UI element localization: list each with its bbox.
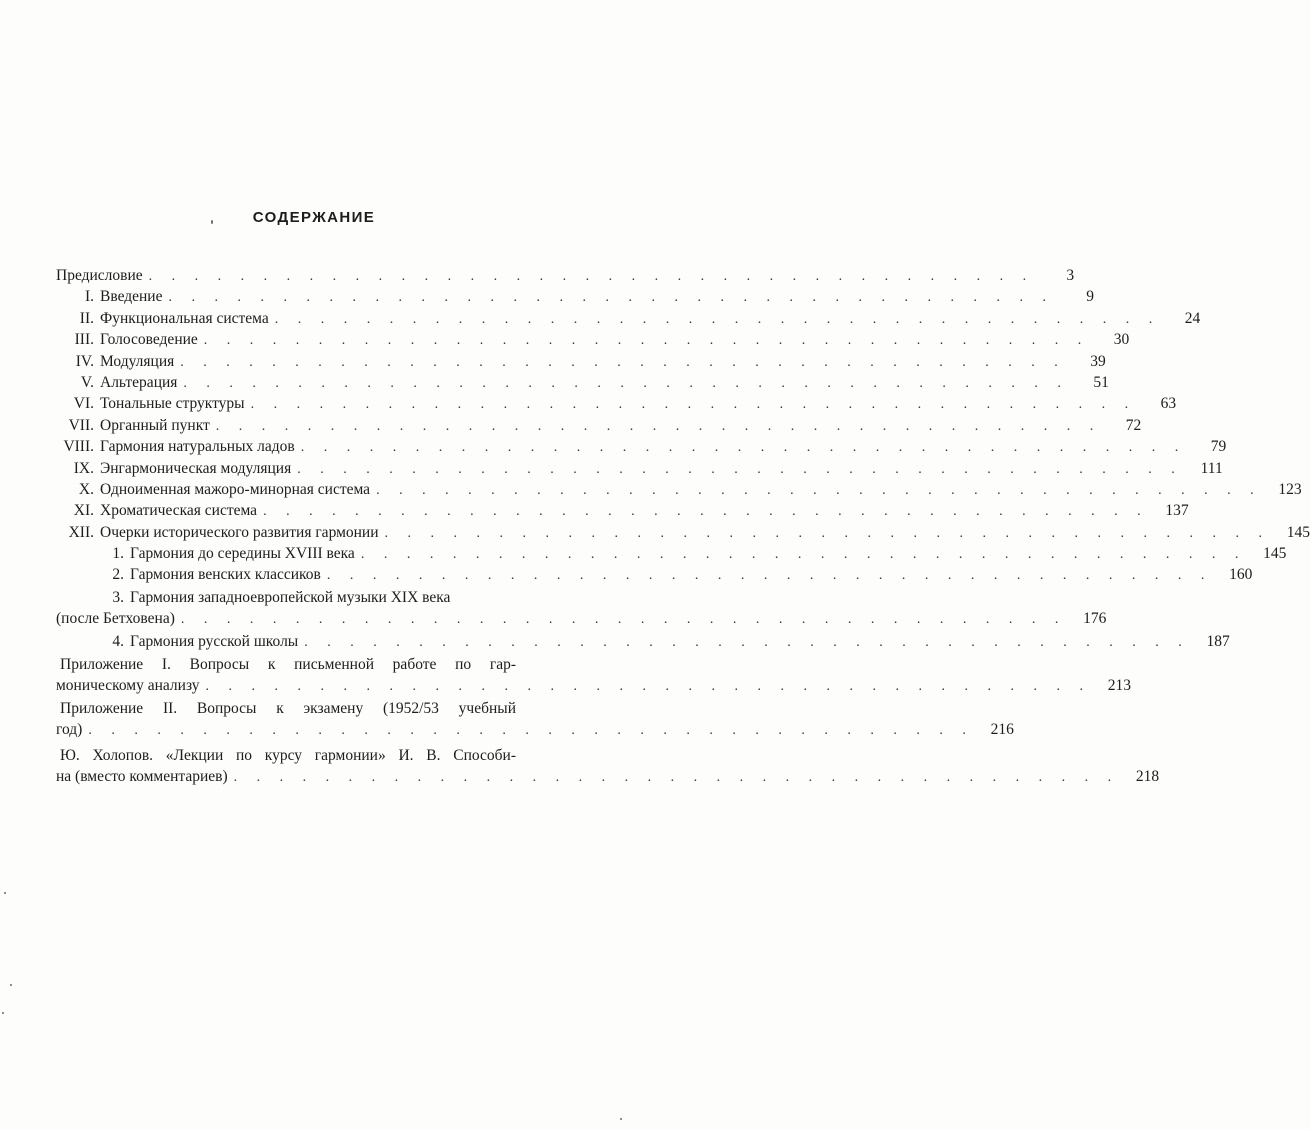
- dot-leader: . . . . . . . . . . . . . . . . . . . . . . . . . . . . . . . . . . . . . . .: [384, 525, 1271, 541]
- toc-entry-number: I.: [84, 288, 94, 306]
- page-title: СОДЕРЖАНИЕ: [252, 209, 376, 226]
- toc-entry-number: 3.: [112, 588, 124, 606]
- toc-entry[interactable]: [56, 479, 1302, 500]
- toc-entry[interactable]: [56, 351, 1106, 372]
- toc-entry-label: Предисловие: [56, 267, 143, 284]
- toc-entry-number: XI.: [73, 502, 94, 520]
- dot-leader: . . . . . . . . . . . . . . . . . . . . . . . . . . . . . . . . . . . . . . .: [300, 440, 1187, 456]
- toc-entry-page: 51: [1093, 373, 1109, 391]
- toc-entry-page: 30: [1113, 331, 1130, 349]
- toc-entry-page: 218: [1135, 767, 1160, 785]
- toc-entry[interactable]: [56, 308, 1201, 329]
- toc-entry[interactable]: [56, 415, 1142, 436]
- toc-entry-label: Модуляция: [100, 352, 175, 370]
- table-of-contents: [56, 265, 1310, 788]
- dot-leader: . . . . . . . . . . . . . . . . . . . . . . . . . . . . . . . . . . . . . . .: [205, 679, 1091, 695]
- toc-entry-page: 3: [1066, 267, 1075, 284]
- toc-entry[interactable]: [56, 393, 1177, 414]
- toc-entry-preface[interactable]: [56, 265, 1075, 286]
- dot-leader: . . . . . . . . . . . . . . . . . . . . . . . . . . . . . . . . . . . . . . .: [297, 461, 1183, 477]
- toc-entry-number: IX.: [73, 459, 94, 477]
- toc-entry-number: 4.: [112, 632, 124, 650]
- toc-subentry[interactable]: [56, 587, 1107, 630]
- toc-entry[interactable]: [56, 500, 1189, 521]
- toc-appendix[interactable]: [56, 745, 1160, 788]
- toc-entry-label: Функциональная система: [100, 309, 269, 327]
- toc-subentry[interactable]: [56, 564, 1253, 585]
- toc-entry-page: 145: [1263, 545, 1287, 563]
- toc-entry-number: X.: [78, 480, 94, 498]
- toc-entry-page: 213: [1107, 677, 1131, 695]
- toc-entry[interactable]: [56, 372, 1109, 393]
- toc-appendix-line1: Приложение II. Вопросы к экзамену (1952/53 учебный: [60, 699, 516, 717]
- toc-entry-page: 24: [1184, 309, 1201, 327]
- toc-entry-page: 137: [1165, 502, 1189, 520]
- toc-entry-label: Гармония до середины XVIII века: [130, 545, 355, 563]
- toc-entry[interactable]: [56, 458, 1223, 479]
- toc-entry-page: 111: [1200, 459, 1223, 477]
- dot-leader: . . . . . . . . . . . . . . . . . . . . . . . . . . . . . . . . . . . . . . .: [183, 375, 1069, 391]
- toc-entry[interactable]: [56, 436, 1227, 457]
- dot-leader: . . . . . . . . . . . . . . . . . . . . . . . . . . . . . . . . . . . . . . .: [148, 269, 1035, 284]
- dot-leader: . . . . . . . . . . . . . . . . . . . . . . . . . . . . . . . . . . . . . . .: [263, 504, 1149, 520]
- dot-leader: . . . . . . . . . . . . . . . . . . . . . . . . . . . . . . . . . . . . . . .: [233, 769, 1120, 785]
- toc-entry-page: 216: [990, 721, 1014, 739]
- dot-leader: . . . . . . . . . . . . . . . . . . . . . . . . . . . . . . . . . . . . . . .: [274, 311, 1161, 327]
- toc-entry-page: 123: [1278, 480, 1302, 498]
- toc-entry-number: VIII.: [63, 438, 94, 456]
- dot-leader: . . . . . . . . . . . . . . . . . . . . . . . . . . . . . . . . . . . . . . .: [326, 568, 1213, 584]
- toc-subentry[interactable]: [56, 631, 1230, 652]
- toc-entry-number: III.: [74, 331, 94, 349]
- toc-entry-page: 72: [1125, 416, 1142, 434]
- toc-entry-number: 1.: [112, 545, 124, 563]
- dot-leader: . . . . . . . . . . . . . . . . . . . . . . . . . . . . . . . . . . . . . . .: [250, 397, 1137, 413]
- toc-entry-label: Введение: [100, 288, 163, 306]
- toc-appendix-line1: Приложение I. Вопросы к письменной работе по гар-: [60, 656, 516, 674]
- toc-entry-page: 79: [1210, 438, 1227, 456]
- toc-entry-label: Голосоведение: [100, 331, 198, 349]
- toc-entry-label: Энгармоническая модуляция: [100, 459, 292, 477]
- scan-speck: [10, 984, 12, 986]
- toc-entry-label: Одноименная мажоро-минорная система: [100, 480, 371, 498]
- dot-leader: . . . . . . . . . . . . . . . . . . . . . . . . . . . . . . . . . . . . . . .: [304, 634, 1190, 650]
- toc-entry-label-line2: (после Бетховена): [56, 610, 175, 628]
- toc-appendix-line2: на (вместо комментариев): [56, 767, 228, 785]
- scan-speck: [2, 1012, 4, 1014]
- toc-entry-label: Тональные структуры: [100, 395, 245, 413]
- toc-entry[interactable]: [56, 329, 1130, 350]
- toc-appendix-line2: год): [56, 721, 83, 739]
- toc-entry-number: IV.: [75, 352, 94, 370]
- dot-leader: . . . . . . . . . . . . . . . . . . . . . . . . . . . . . . . . . . . . . . .: [215, 418, 1102, 434]
- scan-speck: [620, 1118, 622, 1120]
- toc-appendix[interactable]: [56, 698, 1014, 741]
- toc-entry-page: 39: [1090, 352, 1106, 370]
- dot-leader: . . . . . . . . . . . . . . . . . . . . . . . . . . . . . . . . . . . . . . .: [180, 354, 1066, 370]
- toc-entry-label-line1: Гармония западноевропейской музыки XIX века: [130, 588, 451, 606]
- toc-entry-label: Органный пункт: [100, 416, 210, 434]
- toc-entry[interactable]: [56, 286, 1094, 307]
- toc-entry-label: Гармония русской школы: [130, 632, 299, 650]
- dot-leader: . . . . . . . . . . . . . . . . . . . . . . . . . . . . . . . . . . . . . . .: [168, 290, 1054, 306]
- toc-entry-number: 2.: [112, 566, 124, 584]
- toc-appendix-line2: моническому анализу: [56, 677, 200, 695]
- toc-entry-number: VII.: [68, 416, 94, 434]
- toc-entry-label: Альтерация: [100, 373, 178, 391]
- toc-entry[interactable]: [56, 522, 1310, 543]
- toc-entry-page: 176: [1083, 610, 1107, 628]
- toc-entry-page: 187: [1206, 632, 1230, 650]
- toc-entry-page: 160: [1229, 566, 1253, 584]
- toc-entry-page: 9: [1086, 288, 1094, 306]
- toc-entry-page: 145: [1286, 523, 1310, 541]
- toc-entry-label: Гармония натуральных ладов: [100, 438, 295, 456]
- toc-entry-number: II.: [79, 309, 94, 327]
- toc-appendix-line1: Ю. Холопов. «Лекции по курсу гармонии» И. В. Способи-: [60, 746, 516, 764]
- toc-entry-number: VI.: [73, 395, 94, 413]
- toc-entry-label: Очерки исторического развития гармонии: [100, 523, 379, 541]
- toc-subentry[interactable]: [56, 543, 1287, 564]
- dot-leader: . . . . . . . . . . . . . . . . . . . . . . . . . . . . . . . . . . . . . . .: [360, 547, 1247, 563]
- dot-leader: . . . . . . . . . . . . . . . . . . . . . . . . . . . . . . . . . . . . . . .: [180, 612, 1067, 628]
- toc-entry-number: XII.: [68, 523, 94, 541]
- toc-appendix[interactable]: [56, 654, 1131, 697]
- dot-leader: . . . . . . . . . . . . . . . . . . . . . . . . . . . . . . . . . . . . . . .: [88, 723, 974, 739]
- toc-entry-label: Хроматическая система: [100, 502, 258, 520]
- dot-leader: . . . . . . . . . . . . . . . . . . . . . . . . . . . . . . . . . . . . . . .: [203, 333, 1090, 349]
- dot-leader: . . . . . . . . . . . . . . . . . . . . . . . . . . . . . . . . . . . . . . .: [376, 482, 1262, 498]
- toc-entry-label: Гармония венских классиков: [130, 566, 321, 584]
- toc-entry-number: V.: [80, 373, 94, 391]
- scan-speck: [4, 892, 6, 894]
- toc-entry-page: 63: [1160, 395, 1177, 413]
